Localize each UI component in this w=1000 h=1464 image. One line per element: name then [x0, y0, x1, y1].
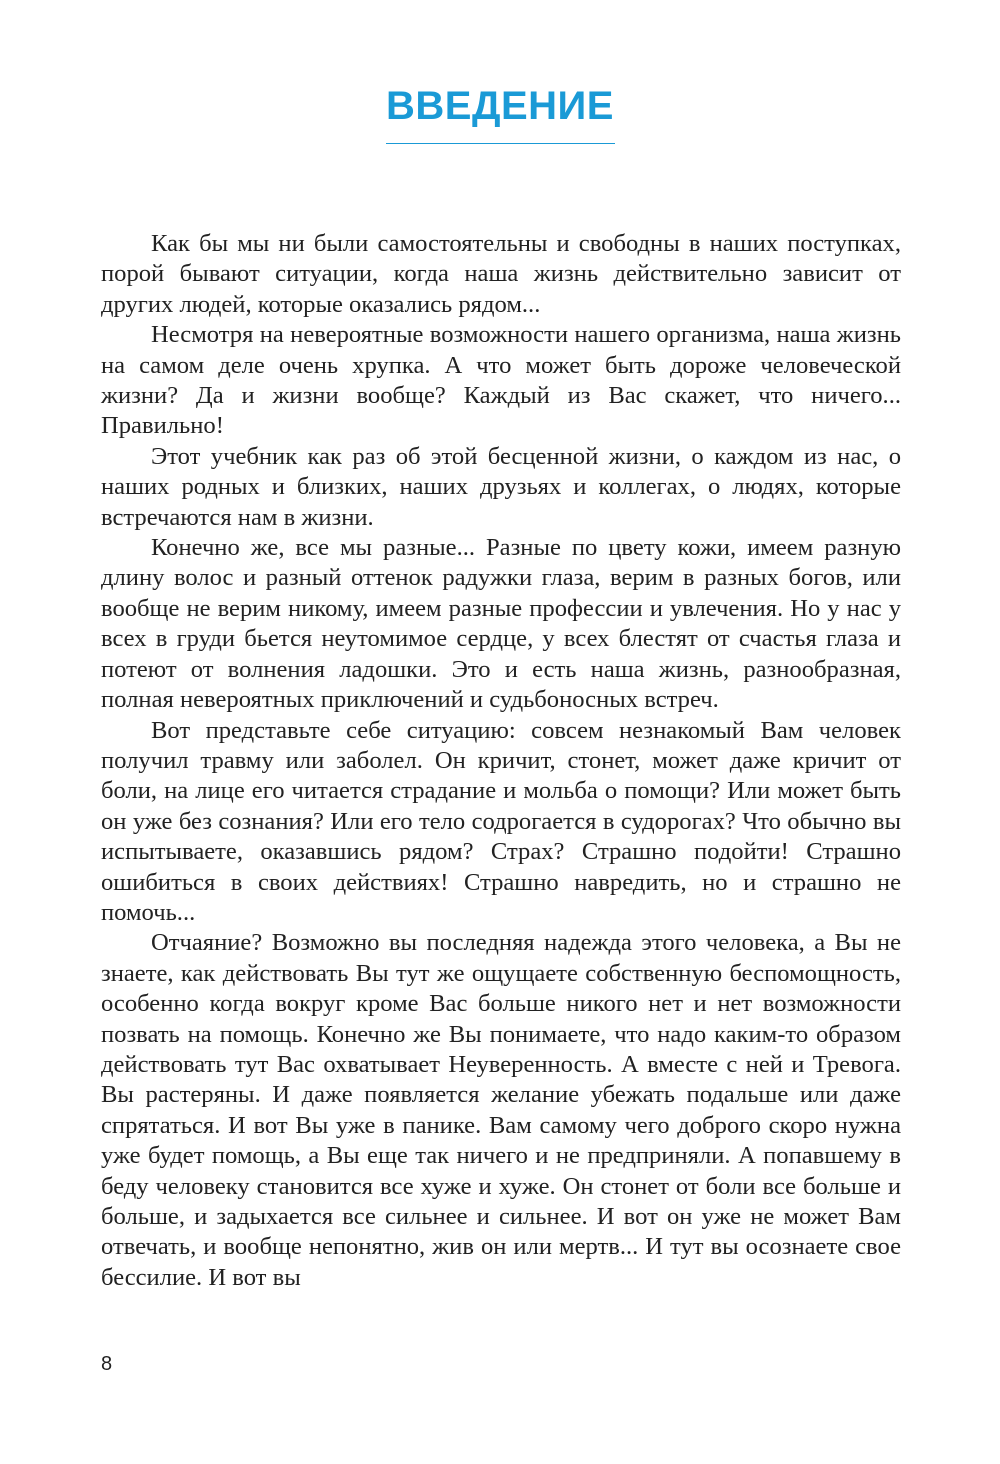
paragraph-1: Как бы мы ни были самостоятельны и свободны в наших поступках, порой бывают ситуации, когда наша жизнь действительно зависит от других людей, которые оказались рядом... — [101, 230, 901, 318]
paragraph-3: Этот учебник как раз об этой бесценной жизни, о каждом из нас, о наших родных и близких, наших друзьях и коллегах, о людях, которые встречаются нам в жизни. — [101, 442, 901, 531]
paragraph-2: Несмотря на невероятные возможности нашего организма, наша жизнь на самом деле очень хрупка. А что может быть дороже человеческой жизни? Да и жизни вообще? Каждый из Вас скажет, что ничего... Правильно! — [101, 321, 901, 440]
paragraph-5: Вот представьте себе ситуацию: совсем незнакомый Вам человек получил травму или заболел. Он кричит, стонет, может даже кричит от боли, на лице его читается страдание и мольба о помощи? Или может быть он уже без сознания? Или его тело содрогается в судорогах? Что обычно вы испытываете, оказавшись рядом? Страх? Страшно подойти! Страшно ошибиться в своих действиях! Страшно навредить, но и страшно не помочь... — [101, 716, 901, 926]
chapter-heading: ВВЕДЕНИЕ — [386, 84, 614, 128]
paragraph-6: Отчаяние? Возможно вы последняя надежда этого человека, а Вы не знаете, как действовать Вы тут же ощущаете собственную беспомощность, особенно когда вокруг кроме Вас больше никого нет и нет возможности позвать на помощь. Конечно же Вы понимаете, что надо каким-то образом действовать тут Вас охватывает Неуверенность. А вместе с ней и Тревога. Вы растеряны. И даже появляется желание убежать подальше или даже спрятаться. И вот Вы уже в панике. Вам самому чего доброго скоро нужна уже будет помощь, а Вы еще так ничего и не предприняли. А попавшему в беду человеку становится все хуже и хуже. Он стонет от боли все больше и больше, и задыхается все сильнее и сильнее. И вот он уже не может Вам отвечать, и вообще непонятно, жив он или мертв... И тут вы осознаете свое бессилие. И вот вы — [101, 929, 901, 1291]
paragraph-4: Конечно же, все мы разные... Разные по цвету кожи, имеем разную длину волос и разный оттенок радужки глаза, верим в разных богов, или вообще не верим никому, имеем разные профессии и увлечения. Но у нас у всех в груди бьется неутомимое сердце, у всех блестят от счастья глаза и потеют от волнения ладошки. Это и есть наша жизнь, разнообразная, полная невероятных приключений и судьбоносных встреч. — [101, 534, 901, 714]
heading-underline — [386, 143, 615, 144]
body-text — [101, 229, 901, 1293]
page-number: 8 — [101, 1353, 113, 1375]
